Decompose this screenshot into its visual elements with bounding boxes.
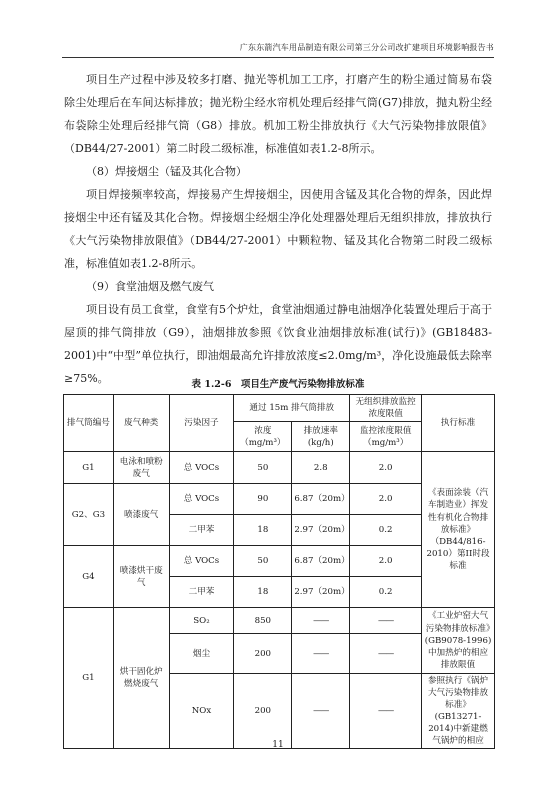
cell-monitor: —— bbox=[350, 634, 422, 674]
cell-monitor: —— bbox=[350, 608, 422, 634]
cell-gas-type: 喷漆废气 bbox=[113, 484, 169, 546]
cell-pollutant: SO₂ bbox=[169, 608, 234, 634]
cell-monitor: 2.0 bbox=[350, 546, 422, 577]
header-concentration: 浓度（mg/m³） bbox=[234, 422, 292, 452]
cell-concentration: 18 bbox=[234, 515, 292, 546]
cell-monitor: 0.2 bbox=[350, 515, 422, 546]
header-standard: 执行标准 bbox=[422, 395, 495, 452]
cell-concentration: 50 bbox=[234, 546, 292, 577]
cell-standard-furnace: 《工业炉窑大气污染物排放标准》(GB9078-1996)中加热炉的相应排放限值 bbox=[422, 608, 495, 674]
cell-standard-vocs: 《表面涂装（汽车制造业）挥发性有机化合物排放标准》（DB44/816-2010）第II时段标准 bbox=[422, 452, 495, 608]
cell-rate: —— bbox=[292, 608, 350, 634]
table-row bbox=[64, 608, 495, 634]
cell-rate: 2.8 bbox=[292, 452, 350, 484]
header-15m-stack: 通过 15m 排气筒排放 bbox=[234, 395, 350, 422]
cell-rate: 2.97（20m） bbox=[292, 515, 350, 546]
header-fugitive: 无组织排放监控浓度限值 bbox=[350, 395, 422, 422]
page-number: 11 bbox=[272, 740, 284, 750]
cell-gas-type: 喷漆烘干废气 bbox=[113, 546, 169, 608]
header-monitor: 监控浓度限值（mg/m³） bbox=[350, 422, 422, 452]
cell-concentration: 50 bbox=[234, 452, 292, 484]
cell-rate: —— bbox=[292, 674, 350, 749]
cell-pollutant: 烟尘 bbox=[169, 634, 234, 674]
cell-outlet: G1 bbox=[64, 608, 114, 749]
cell-rate: 2.97（20m） bbox=[292, 577, 350, 608]
cell-monitor: —— bbox=[350, 674, 422, 749]
cell-rate: —— bbox=[292, 634, 350, 674]
paragraph-dust: 项目生产过程中涉及较多打磨、抛光等机加工工序，打磨产生的粉尘通过简易布袋除尘处理后在车间达标排放；抛光粉尘经水帘机处理后经排气筒(G7)排放，抛丸粉尘经布袋除尘处理后经排气筒（G8）排放。机加工粉尘排放执行《大气污染物排放限值》（DB44/27-2001）第二时段二级标准，标准值如表1.2-8所示。 bbox=[64, 73, 492, 155]
subheading-canteen: （9）食堂油烟及燃气废气 bbox=[86, 280, 214, 293]
cell-monitor: 2.0 bbox=[350, 452, 422, 484]
paragraph-canteen: 项目设有员工食堂，食堂有5个炉灶，食堂油烟通过静电油烟净化装置处理后于高于屋顶的排气筒排放（G9），油烟排放参照《饮食业油烟排放标准(试行)》(GB18483-2001)中“中型”单位执行，即油烟最高允许排放浓度≤2.0mg/m³，净化设施最低去除率≥75%。 bbox=[64, 303, 492, 385]
cell-pollutant: 总 VOCs bbox=[169, 484, 234, 515]
paragraph-welding: 项目焊接频率较高，焊接易产生焊接烟尘，因使用含锰及其化合物的焊条，因此焊接烟尘中还有锰及其化合物。焊接烟尘经烟尘净化处理器处理后无组织排放，排放执行《大气污染物排放限值》（DB44/27-2001）中颗粒物、锰及其化合物第二时段二级标准，标准值如表1.2-8所示。 bbox=[64, 188, 492, 270]
cell-concentration: 200 bbox=[234, 634, 292, 674]
cell-outlet: G4 bbox=[64, 546, 114, 608]
cell-gas-type: 烘干固化炉燃烧废气 bbox=[113, 608, 169, 749]
cell-rate: 6.87（20m） bbox=[292, 484, 350, 515]
cell-monitor: 0.2 bbox=[350, 577, 422, 608]
cell-monitor: 2.0 bbox=[350, 484, 422, 515]
header-outlet: 排气筒编号 bbox=[64, 395, 114, 452]
header-rule bbox=[62, 57, 494, 58]
page-header: 广东东箭汽车用品制造有限公司第三分公司改扩建项目环境影响报告书 bbox=[239, 43, 494, 52]
cell-pollutant: 二甲苯 bbox=[169, 515, 234, 546]
cell-pollutant: 二甲苯 bbox=[169, 577, 234, 608]
cell-standard-boiler: 参照执行《锅炉大气污染物排放标准》(GB13271-2014)中新建燃气锅炉的相应 bbox=[422, 674, 495, 749]
cell-pollutant: 总 VOCs bbox=[169, 546, 234, 577]
header-gas-type: 废气种类 bbox=[113, 395, 169, 452]
header-rate: 排放速率(kg/h) bbox=[292, 422, 350, 452]
cell-pollutant: 总 VOCs bbox=[169, 452, 234, 484]
cell-concentration: 90 bbox=[234, 484, 292, 515]
cell-pollutant: NOx bbox=[169, 674, 234, 749]
cell-outlet: G1 bbox=[64, 452, 114, 484]
table-title: 表 1.2-6 项目生产废气污染物排放标准 bbox=[191, 379, 365, 390]
cell-rate: 6.87（20m） bbox=[292, 546, 350, 577]
emission-standard-table bbox=[63, 394, 495, 749]
subheading-welding: （8）焊接烟尘（锰及其化合物） bbox=[86, 165, 247, 178]
cell-outlet: G2、G3 bbox=[64, 484, 114, 546]
header-pollutant: 污染因子 bbox=[169, 395, 234, 452]
table-row bbox=[64, 452, 495, 484]
cell-concentration: 850 bbox=[234, 608, 292, 634]
body-text bbox=[64, 68, 492, 390]
cell-gas-type: 电泳和喷粉废气 bbox=[113, 452, 169, 484]
cell-concentration: 200 bbox=[234, 674, 292, 749]
cell-concentration: 18 bbox=[234, 577, 292, 608]
